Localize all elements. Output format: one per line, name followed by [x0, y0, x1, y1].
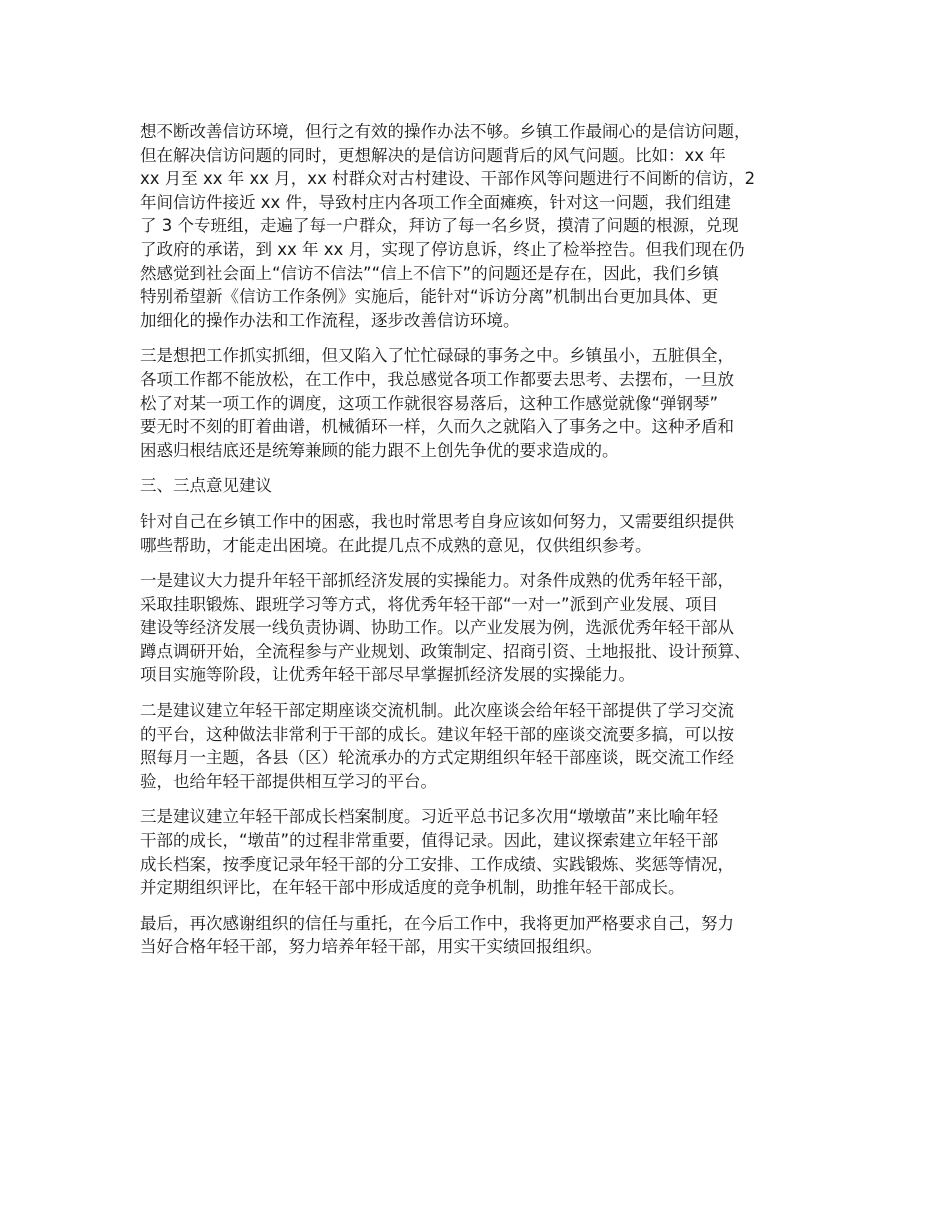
text-line: 但在解决信访问题的同时，更想解决的是信访问题背后的风气问题。比如：xx 年 [140, 145, 726, 165]
paragraph [140, 912, 830, 959]
text-line: 然感觉到社会面上“信访不信法”“信上不信下”的问题还是存在，因此，我们乡镇 [140, 263, 719, 283]
text-line: 各项工作都不能放松，在工作中，我总感觉各项工作都要去思考、去摆布，一旦放 [140, 369, 734, 389]
text-line: 成长档案，按季度记录年轻干部的分工安排、工作成绩、实践锻炼、奖惩等情况， [140, 854, 734, 874]
paragraph [140, 510, 830, 557]
text-line: 当好合格年轻干部，努力培养年轻干部，用实干实绩回报组织。 [140, 937, 602, 957]
text-line: 三、三点意见建议 [140, 476, 272, 496]
text-line: 照每月一主题，各县（区）轮流承办的方式定期组织年轻干部座谈，既交流工作经 [140, 748, 734, 768]
text-line: 蹲点调研开始，全流程参与产业规划、政策制定、招商引资、土地报批、设计预算、 [140, 641, 751, 661]
text-line: 建设等经济发展一线负责协调、协助工作。以产业发展为例，选派优秀年轻干部从 [140, 618, 734, 638]
text-line: 想不断改善信访环境，但行之有效的操作办法不够。乡镇工作最闹心的是信访问题， [140, 122, 751, 141]
text-line: xx 月至 xx 年 xx 月，xx 村群众对古村建设、干部作风等问题进行不间断的信访，2 [140, 169, 756, 189]
text-line: 并定期组织评比，在年轻干部中形成适度的竞争机制，助推年轻干部成长。 [140, 878, 685, 898]
text-line: 三是想把工作抓实抓细，但又陷入了忙忙碌碌的事务之中。乡镇虽小，五脏俱全， [140, 346, 734, 366]
paragraph [140, 805, 830, 899]
text-line: 二是建议建立年轻干部定期座谈交流机制。此次座谈会给年轻干部提供了学习交流 [140, 701, 734, 721]
text-line: 最后，再次感谢组织的信任与重托，在今后工作中，我将更加严格要求自己，努力 [140, 913, 734, 933]
paragraph [140, 344, 830, 462]
section-heading [140, 474, 830, 498]
text-line: 采取挂职锻炼、跟班学习等方式，将优秀年轻干部“一对一”派到产业发展、项目 [140, 594, 719, 614]
document-body [140, 120, 830, 971]
text-line: 特别希望新《信访工作条例》实施后，能针对“诉访分离”机制出台更加具体、更 [140, 287, 719, 307]
text-line: 项目实施等阶段，让优秀年轻干部尽早掌握抓经济发展的实操能力。 [140, 665, 635, 685]
paragraph [140, 699, 830, 793]
text-line: 加细化的操作办法和工作流程，逐步改善信访环境。 [140, 310, 520, 330]
text-line: 干部的成长，“墩苗”的过程非常重要，值得记录。因此，建议探索建立年轻干部 [140, 831, 719, 851]
paragraph [140, 120, 830, 332]
text-line: 验，也给年轻干部提供相互学习的平台。 [140, 771, 437, 791]
text-line: 三是建议建立年轻干部成长档案制度。习近平总书记多次用“墩墩苗”来比喻年轻 [140, 807, 719, 827]
text-line: 松了对某一项工作的调度，这项工作就很容易落后，这种工作感觉就像“弹钢琴” [140, 393, 719, 413]
text-line: 哪些帮助，才能走出困境。在此提几点不成熟的意见，仅供组织参考。 [140, 535, 652, 555]
text-line: 了 3 个专班组，走遍了每一户群众，拜访了每一名乡贤，摸清了问题的根源，兑现 [140, 216, 739, 236]
text-line: 的平台，这种做法非常利于干部的成长。建议年轻干部的座谈交流要多搞，可以按 [140, 724, 734, 744]
text-line: 一是建议大力提升年轻干部抓经济发展的实操能力。对条件成熟的优秀年轻干部， [140, 571, 734, 591]
paragraph [140, 569, 830, 687]
text-line: 年间信访件接近 xx 件，导致村庄内各项工作全面瘫痪，针对这一问题，我们组建 [140, 192, 732, 212]
text-line: 要无时不刻的盯着曲谱，机械循环一样，久而久之就陷入了事务之中。这种矛盾和 [140, 417, 734, 437]
text-line: 困惑归根结底还是统筹兼顾的能力跟不上创先争优的要求造成的。 [140, 440, 619, 460]
text-line: 了政府的承诺，到 xx 年 xx 月，实现了停访息诉，终止了检举控告。但我们现在仍 [140, 239, 745, 259]
text-line: 针对自己在乡镇工作中的困惑，我也时常思考自身应该如何努力，又需要组织提供 [140, 511, 734, 531]
